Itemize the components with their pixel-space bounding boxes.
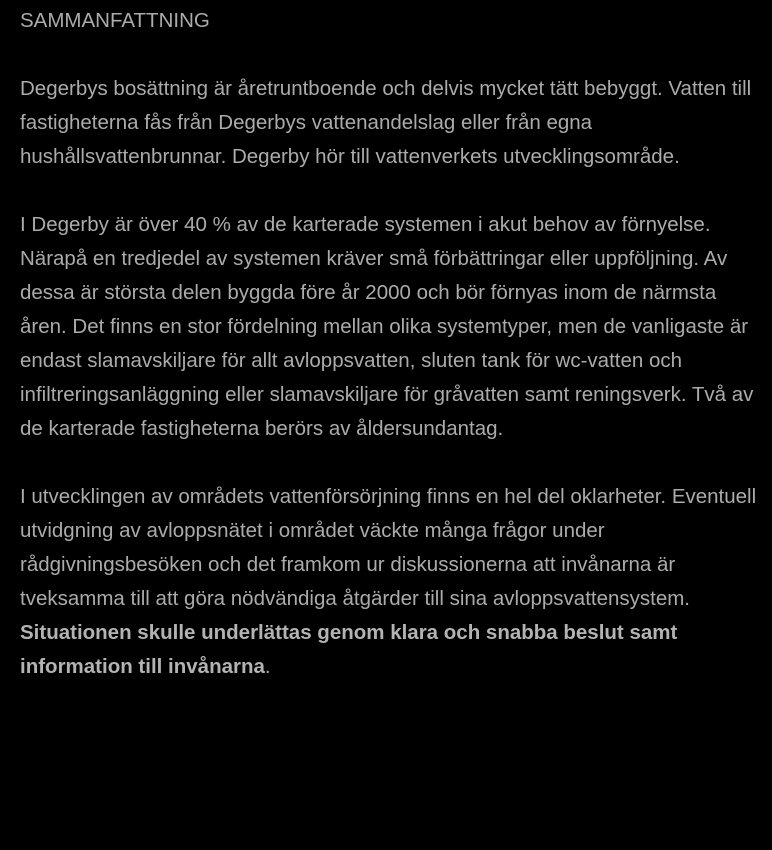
paragraph-development bbox=[20, 480, 760, 684]
paragraph-settlement: Degerbys bosättning är åretruntboende och delvis mycket tätt bebyggt. Vatten till fastigheterna fås från Degerbys vattenandelslag eller från egna hushållsvattenbrunnar. Degerby hör till vattenverkets utvecklingsområde. bbox=[20, 77, 752, 168]
paragraph-development-conclusion: Situationen skulle underlättas genom klara och snabba beslut samt information till invånarna bbox=[20, 621, 678, 678]
paragraph-development-text: I utvecklingen av områdets vattenförsörjning finns en hel del oklarheter. Eventuell utvidgning av avloppsnätet i området väckte många frågor under rådgivningsbesöken och det framkom ur diskussionerna att invånarna är tveksamma till att göra nödvändiga åtgärder till sina avloppsvattensystem. bbox=[20, 485, 757, 610]
section-heading: SAMMANFATTNING bbox=[20, 9, 210, 32]
paragraph-systems: I Degerby är över 40 % av de karterade systemen i akut behov av förnyelse. Närapå en tredjedel av systemen kräver små förbättringar eller uppföljning. Av dessa är största delen byggda före år 2000 och bör förnyas inom de närmsta åren. Det finns en stor fördelning mellan olika systemtyper, men de vanligaste är endast slamavskiljare för allt avloppsvatten, sluten tank för wc-vatten och infiltreringsanläggning eller slamavskiljare för gråvatten samt reningsverk. Två av de karterade fastigheterna berörs av åldersundantag. bbox=[20, 213, 754, 440]
paragraph-development-end: . bbox=[264, 655, 271, 678]
summary-section bbox=[20, 4, 760, 684]
